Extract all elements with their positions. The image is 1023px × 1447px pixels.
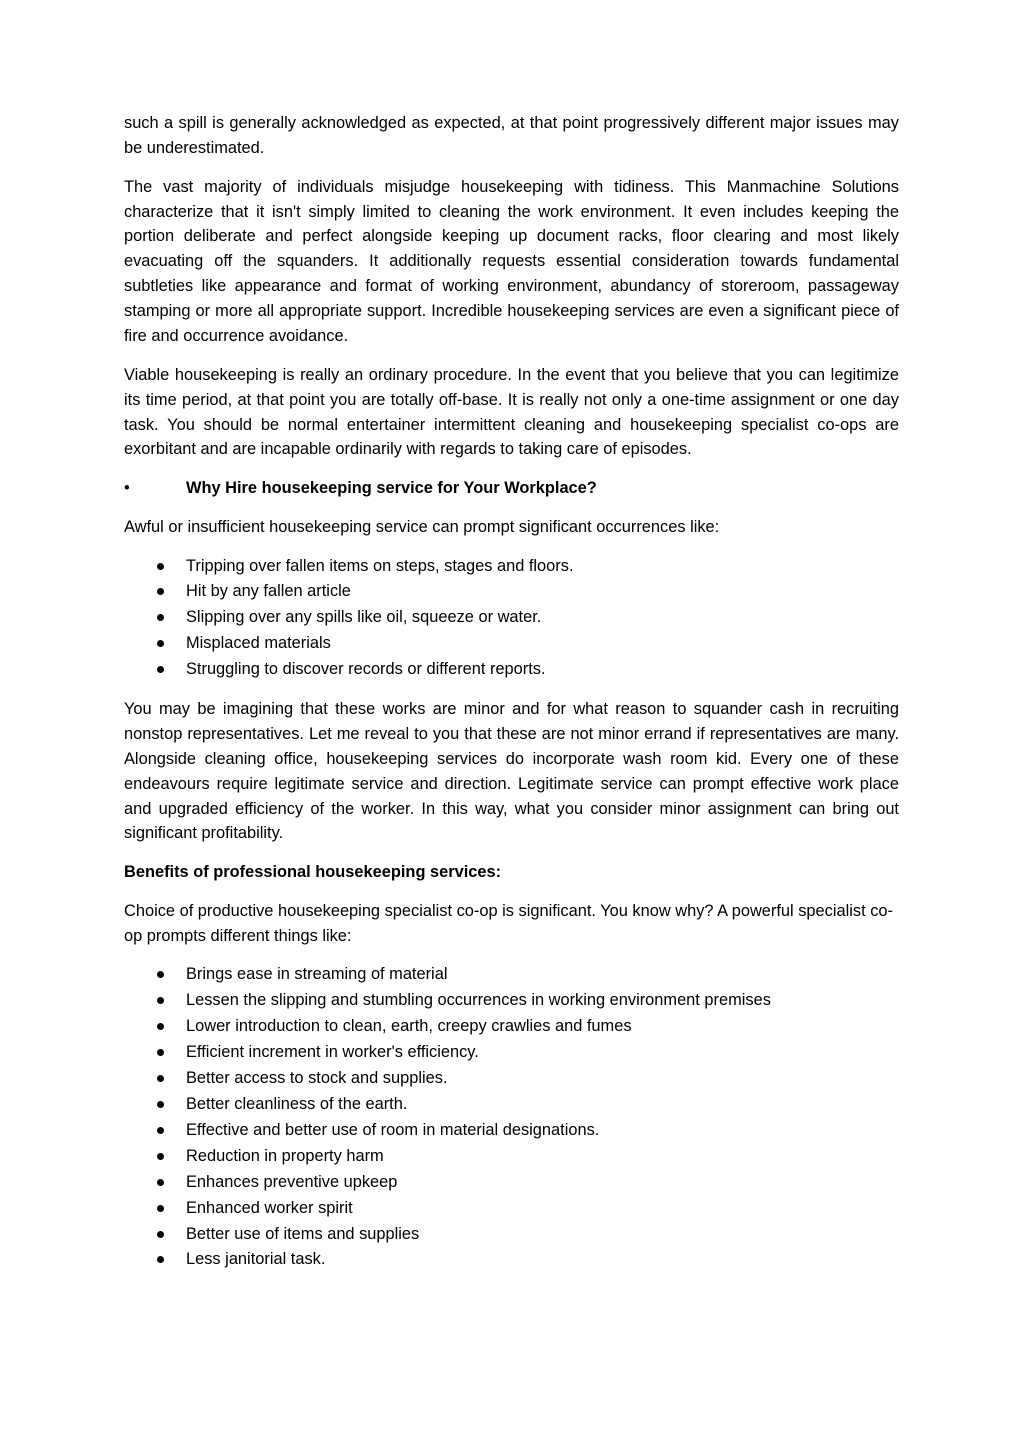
list-item-text: Reduction in property harm: [186, 1146, 384, 1165]
list-item: [124, 657, 899, 683]
list-item: [124, 1170, 899, 1196]
list-item-text: Efficient increment in worker's efficiency.: [186, 1043, 479, 1062]
bullet-icon: [157, 1075, 164, 1082]
bullet-icon: [157, 1179, 164, 1186]
list-item-text: Enhanced worker spirit: [186, 1198, 353, 1217]
list-item-text: Lower introduction to clean, earth, creepy crawlies and fumes: [186, 1017, 632, 1036]
paragraph-imagining: You may be imagining that these works are minor and for what reason to squander cash in recruiting nonstop representatives. Let me reveal to you that these are not minor errand if representatives are many. Alongside cleaning office, housekeeping services do incorporate wash room kid. Every one of these endeavours require legitimate service and direction. Legitimate service can prompt effective work place and upgraded efficiency of the worker. In this way, what you consider minor assignment can bring out significant profitability.: [124, 699, 899, 843]
list-item: [124, 1118, 899, 1144]
list-item: [124, 1014, 899, 1040]
heading-why-hire-text: Why Hire housekeeping service for Your Workplace?: [186, 479, 597, 498]
bullet-icon: [157, 614, 164, 621]
list-item: [124, 1144, 899, 1170]
list-item-text: Hit by any fallen article: [186, 582, 351, 601]
list-item-text: Brings ease in streaming of material: [186, 965, 448, 984]
list-item-text: Effective and better use of room in material designations.: [186, 1120, 600, 1139]
list-item: [124, 1040, 899, 1066]
bullet-icon: [157, 666, 164, 673]
list-item-text: Slipping over any spills like oil, squeeze or water.: [186, 608, 542, 627]
bullet-icon: [157, 640, 164, 647]
bullet-icon: [157, 588, 164, 595]
list-item: [124, 554, 899, 580]
list-item: [124, 1196, 899, 1222]
bullet-icon: [157, 1231, 164, 1238]
list-item: [124, 962, 899, 988]
list-item-text: Better access to stock and supplies.: [186, 1069, 448, 1088]
occurrences-list: [124, 554, 899, 684]
bullet-icon: [157, 1101, 164, 1108]
list-item: [124, 1066, 899, 1092]
paragraph-viable: Viable housekeeping is really an ordinary procedure. In the event that you believe that you can legitimize its time period, at that point you are totally off-base. It is really not only a one-time assignment or one day task. You should be normal entertainer intermittent cleaning and housekeeping specialist co-ops are exorbitant and are incapable ordinarily with regards to taking care of episodes.: [124, 365, 899, 459]
paragraph-choice: Choice of productive housekeeping specialist co-op is significant. You know why? A powerful specialist co-op prompts different things like:: [124, 901, 893, 945]
list-item-text: Less janitorial task.: [186, 1250, 326, 1269]
list-item-text: Enhances preventive upkeep: [186, 1172, 398, 1191]
heading-bullet-glyph: •: [124, 479, 130, 498]
bullet-icon: [157, 971, 164, 978]
list-item-text: Struggling to discover records or different reports.: [186, 660, 546, 679]
paragraph-awful: Awful or insufficient housekeeping service can prompt significant occurrences like:: [124, 517, 720, 536]
list-item-text: Misplaced materials: [186, 634, 331, 653]
bullet-icon: [157, 997, 164, 1004]
list-item: [124, 1092, 899, 1118]
bullet-icon: [157, 1023, 164, 1030]
bullet-icon: [157, 1256, 164, 1263]
heading-benefits: Benefits of professional housekeeping services:: [124, 863, 502, 882]
benefits-list: [124, 962, 899, 1273]
list-item: [124, 631, 899, 657]
heading-why-hire: [124, 476, 899, 501]
bullet-icon: [157, 1153, 164, 1160]
bullet-icon: [157, 563, 164, 570]
paragraph-spill: such a spill is generally acknowledged as expected, at that point progressively different major issues may be underestimated.: [124, 114, 899, 157]
list-item: [124, 1222, 899, 1248]
bullet-icon: [157, 1205, 164, 1212]
bullet-icon: [157, 1127, 164, 1134]
list-item-text: Better cleanliness of the earth.: [186, 1094, 408, 1113]
list-item: [124, 579, 899, 605]
list-item-text: Tripping over fallen items on steps, stages and floors.: [186, 556, 574, 575]
list-item-text: Better use of items and supplies: [186, 1224, 420, 1243]
document-page: [124, 114, 899, 1287]
list-item: [124, 1247, 899, 1273]
list-item: [124, 605, 899, 631]
paragraph-misjudge: The vast majority of individuals misjudge housekeeping with tidiness. This Manmachine Solutions characterize that it isn't simply limited to cleaning the work environment. It even includes keeping the portion deliberate and perfect alongside keeping up document racks, floor clearing and most likely evacuating off the squanders. It additionally requests essential consideration towards fundamental subtleties like appearance and format of working environment, abundancy of storeroom, passageway stamping or more all appropriate support. Incredible housekeeping services are even a significant piece of fire and occurrence avoidance.: [124, 177, 899, 346]
list-item-text: Lessen the slipping and stumbling occurrences in working environment premises: [186, 991, 771, 1010]
list-item: [124, 988, 899, 1014]
bullet-icon: [157, 1049, 164, 1056]
